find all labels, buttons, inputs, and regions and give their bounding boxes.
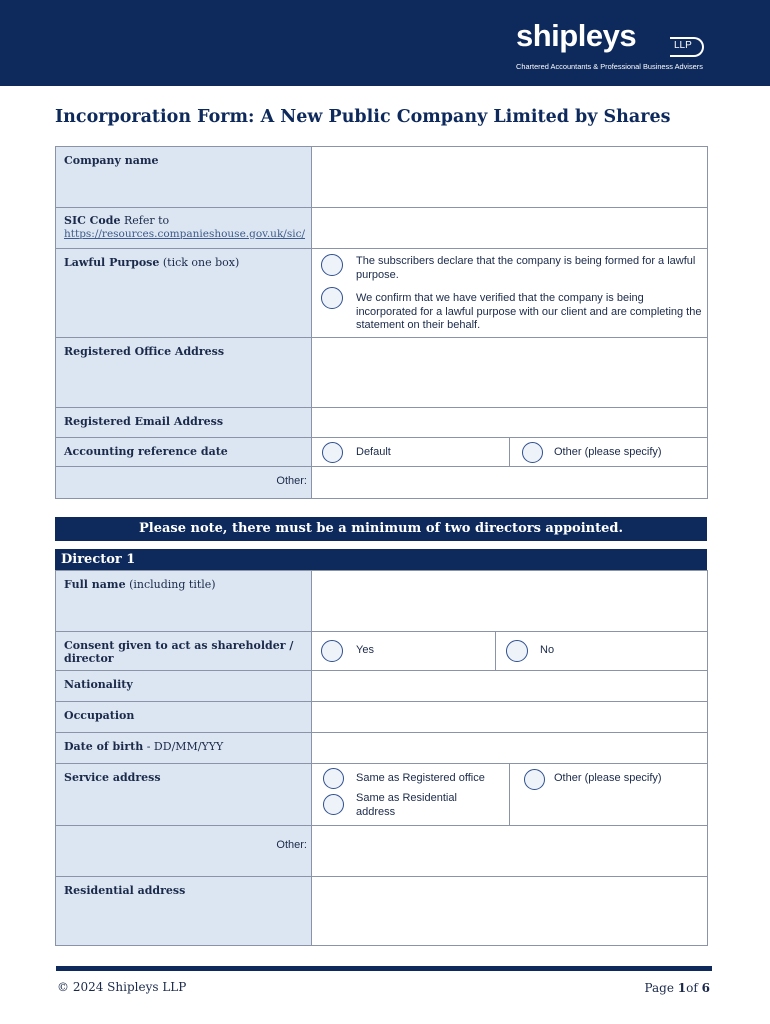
logo-wordmark: shipleys <box>516 18 637 53</box>
same-registered-radio[interactable] <box>323 768 344 789</box>
accounting-other-field[interactable] <box>311 466 708 499</box>
company-name-field[interactable] <box>311 146 708 208</box>
consent-label: Consent given to act as shareholder / director <box>55 631 312 671</box>
nationality-label: Nationality <box>55 670 312 702</box>
footer-copyright: © 2024 Shipleys LLP <box>57 980 187 994</box>
consent-no-text: No <box>540 644 555 656</box>
accounting-other-radio[interactable] <box>522 442 543 463</box>
registered-office-field[interactable] <box>311 337 708 408</box>
service-address-label: Service address <box>55 763 312 826</box>
service-other-cell <box>509 763 708 826</box>
logo-tagline: Chartered Accountants & Professional Business Advisers <box>516 62 703 71</box>
header-banner <box>0 0 770 86</box>
registered-office-label: Registered Office Address <box>55 337 312 408</box>
same-residential-text: Same as Residential address <box>356 792 457 818</box>
lawful-purpose-options <box>311 248 708 338</box>
consent-no-radio[interactable] <box>506 640 528 662</box>
occupation-field[interactable] <box>311 701 708 733</box>
nationality-field[interactable] <box>311 670 708 702</box>
full-name-field[interactable] <box>311 570 708 632</box>
consent-yes-text: Yes <box>356 644 374 656</box>
director-1-heading: Director 1 <box>55 549 707 570</box>
registered-email-label: Registered Email Address <box>55 407 312 438</box>
residential-address-field[interactable] <box>311 876 708 946</box>
full-name-label: Full name (including title) <box>55 570 312 632</box>
consent-yes-radio[interactable] <box>321 640 343 662</box>
footer-divider <box>56 966 712 971</box>
registered-email-field[interactable] <box>311 407 708 438</box>
lawful-option-1-text: The subscribers declare that the company is being formed for a lawful purpose. <box>356 255 696 281</box>
accounting-other-cell <box>509 437 708 467</box>
accounting-other-text: Other (please specify) <box>554 446 662 458</box>
service-other-radio[interactable] <box>524 769 545 790</box>
dob-field[interactable] <box>311 732 708 764</box>
consent-no-cell <box>495 631 708 671</box>
occupation-label: Occupation <box>55 701 312 733</box>
lawful-option-1-radio[interactable] <box>321 254 343 276</box>
service-other-field[interactable] <box>311 825 708 877</box>
accounting-default-text: Default <box>356 446 391 458</box>
lawful-option-2-radio[interactable] <box>321 287 343 309</box>
sic-code-field[interactable] <box>311 207 708 249</box>
accounting-default-cell <box>311 437 510 467</box>
directors-notice: Please note, there must be a minimum of two directors appointed. <box>55 517 707 541</box>
service-other-text: Other (please specify) <box>554 772 662 784</box>
logo-llp-badge: LLP <box>670 37 704 57</box>
page-title: Incorporation Form: A New Public Company Limited by Shares <box>55 107 671 127</box>
lawful-option-2-text: We confirm that we have verified that the company is being incorporated for a lawful purpose with our client and are completing the statement on their behalf. <box>356 292 702 331</box>
residential-address-label: Residential address <box>55 876 312 946</box>
same-residential-radio[interactable] <box>323 794 344 815</box>
shipleys-logo <box>516 18 716 74</box>
accounting-date-label: Accounting reference date <box>55 437 312 467</box>
service-address-options <box>311 763 510 826</box>
dob-label: Date of birth - DD/MM/YYY <box>55 732 312 764</box>
accounting-default-radio[interactable] <box>322 442 343 463</box>
service-other-label: Other: <box>55 825 312 877</box>
same-registered-text: Same as Registered office <box>356 772 485 784</box>
lawful-purpose-label: Lawful Purpose (tick one box) <box>55 248 312 338</box>
company-name-label: Company name <box>55 146 312 208</box>
consent-yes-cell <box>311 631 496 671</box>
sic-code-label: SIC Code Refer to https://resources.companieshouse.gov.uk/sic/ <box>55 207 312 249</box>
sic-code-link[interactable]: https://resources.companieshouse.gov.uk/sic/ <box>64 227 306 240</box>
page-number: Page 1of 6 <box>644 981 710 995</box>
accounting-other-label: Other: <box>55 466 312 499</box>
